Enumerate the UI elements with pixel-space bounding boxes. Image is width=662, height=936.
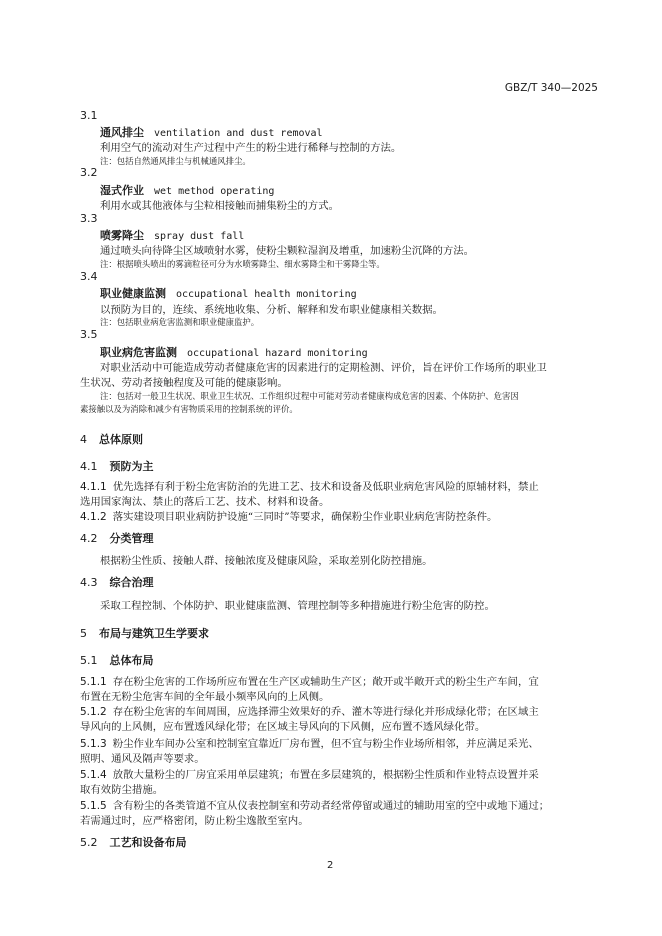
term-definition: 利用水或其他液体与尘粒相接触而捕集粉尘的方式。: [100, 200, 339, 212]
term-number: 3.2: [80, 166, 98, 179]
clause-line: 导风向的上风侧，应布置透风绿化带；在区域主导风向的下风侧，应布置不透风绿化带。: [80, 721, 486, 733]
subsection-heading: [80, 574, 154, 590]
clause-line: 存在粉尘危害的车间周围，应选择滞尘效果好的乔、灌木等进行绿化并形成绿化带；在区域主: [112, 706, 539, 718]
clause-line: 布置在无粉尘危害车间的全年最小频率风向的上风侧。: [80, 691, 330, 703]
subsection-number: 5.2: [80, 836, 98, 849]
term-en: ventilation and dust removal: [154, 128, 323, 139]
clause-number: 5.1.1: [80, 676, 107, 688]
term-cn: 湿式作业: [100, 184, 144, 197]
clause-number: 5.1.3: [80, 738, 107, 750]
clause-number: 5.1.2: [80, 706, 107, 718]
term-note: 注：包括职业病危害监测和职业健康监护。: [100, 317, 260, 327]
term-cn: 通风排尘: [100, 126, 144, 139]
term-number: 3.5: [80, 328, 98, 341]
standard-code: GBZ/T 340—2025: [504, 82, 598, 94]
clause-text: [80, 508, 497, 523]
term-definition: 以预防为目的，连续、系统地收集、分析、解释和发布职业健康相关数据。: [100, 304, 443, 316]
term-title: [100, 344, 368, 360]
clause-line: 放散大量粉尘的厂房宜采用单层建筑；布置在多层建筑的，根据粉尘性质和作业特点设置并采: [112, 769, 539, 781]
section-title: 布局与建筑卫生学要求: [99, 627, 209, 640]
paragraph: 采取工程控制、个体防护、职业健康监测、管理控制等多种措施进行粉尘危害的防控。: [100, 600, 495, 612]
term-number: 3.1: [80, 109, 98, 122]
clause-line: 优先选择有利于粉尘危害防治的先进工艺、技术和设备及低职业病危害风险的原辅材料，禁止: [112, 481, 539, 493]
clause-line: 粉尘作业车间办公室和控制室宜靠近厂房布置，但不宜与粉尘作业场所相邻，并应满足采光、: [112, 738, 539, 750]
section-number: 4: [80, 433, 87, 446]
term-title: [100, 227, 244, 243]
clause-text: [80, 703, 539, 718]
term-definition: 对职业活动中可能造成劳动者健康危害的因素进行的定期检测、评价，旨在评价工作场所的职业卫: [100, 362, 547, 374]
term-note: 素接触以及为消除和减少有害物质采用的控制系统的评价。: [80, 404, 298, 414]
term-title: [100, 285, 357, 301]
term-en: wet method operating: [154, 186, 275, 197]
clause-number: 4.1.2: [80, 511, 107, 523]
term-title: [100, 182, 274, 198]
term-note: 注：根据喷头喷出的雾滴粒径可分为水喷雾降尘、细水雾降尘和干雾降尘等。: [100, 259, 385, 269]
clause-text: [80, 735, 539, 750]
section-heading: [80, 431, 143, 447]
term-cn: 喷雾降尘: [100, 229, 144, 242]
subsection-heading: [80, 458, 154, 474]
term-number: 3.3: [80, 212, 98, 225]
clause-line: 取有效防尘措施。: [80, 784, 164, 796]
term-cn: 职业健康监测: [100, 287, 166, 300]
clause-line: 选用国家淘汰、禁止的落后工艺、技术、材料和设备。: [80, 496, 330, 508]
term-title: [100, 124, 323, 140]
clause-number: 4.1.1: [80, 481, 107, 493]
clause-line: 存在粉尘危害的工作场所应布置在生产区或辅助生产区；敞开或半敞开式的粉尘生产车间，宜: [112, 676, 539, 688]
section-title: 总体原则: [99, 433, 143, 446]
subsection-title: 总体布局: [109, 654, 154, 667]
subsection-heading: [80, 834, 187, 850]
subsection-title: 综合治理: [109, 576, 154, 589]
term-en: occupational health monitoring: [176, 289, 357, 300]
term-definition: 利用空气的流动对生产过程中产生的粉尘进行稀释与控制的方法。: [100, 142, 402, 154]
page-number: 2: [327, 860, 334, 871]
clause-text: [80, 797, 549, 812]
clause-line: 若需通过时，应严格密闭，防止粉尘逸散至室内。: [80, 815, 309, 827]
subsection-heading: [80, 652, 154, 668]
subsection-number: 4.3: [80, 576, 98, 589]
clause-number: 5.1.5: [80, 800, 107, 812]
clause-text: [80, 766, 539, 781]
term-en: occupational hazard monitoring: [187, 348, 368, 359]
subsection-number: 4.1: [80, 460, 98, 473]
section-heading: [80, 625, 209, 641]
clause-number: 5.1.4: [80, 769, 107, 781]
section-number: 5: [80, 627, 87, 640]
clause-line: 落实建设项目职业病防护设施“三同时”等要求，确保粉尘作业职业病危害防控条件。: [112, 511, 498, 523]
subsection-title: 预防为主: [109, 460, 154, 473]
term-definition: 生状况、劳动者接触程度及可能的健康影响。: [80, 377, 288, 389]
term-definition: 通过喷头向待降尘区域喷射水雾，使粉尘颗粒湿润及增重，加速粉尘沉降的方法。: [100, 245, 475, 257]
paragraph: 根据粉尘性质、接触人群、接触浓度及健康风险，采取差别化防控措施。: [100, 555, 433, 567]
clause-text: [80, 673, 539, 688]
clause-line: 照明、通风及隔声等要求。: [80, 753, 205, 765]
clause-text: [80, 478, 539, 493]
subsection-number: 4.2: [80, 532, 98, 545]
term-number: 3.4: [80, 270, 98, 283]
term-note: 注：包括对一般卫生状况、职业卫生状况、工作组织过程中可能对劳动者健康构成危害的因素、个体防护、危害因: [100, 391, 519, 401]
term-note: 注：包括自然通风排尘与机械通风排尘。: [100, 156, 251, 166]
term-cn: 职业病危害监测: [100, 346, 177, 359]
subsection-number: 5.1: [80, 654, 98, 667]
subsection-title: 分类管理: [109, 532, 154, 545]
subsection-title: 工艺和设备布局: [109, 836, 187, 849]
subsection-heading: [80, 530, 154, 546]
term-en: spray dust fall: [154, 231, 245, 242]
clause-line: 含有粉尘的各类管道不宜从仪表控制室和劳动者经常停留或通过的辅助用室的空中或地下通过；: [112, 800, 550, 812]
